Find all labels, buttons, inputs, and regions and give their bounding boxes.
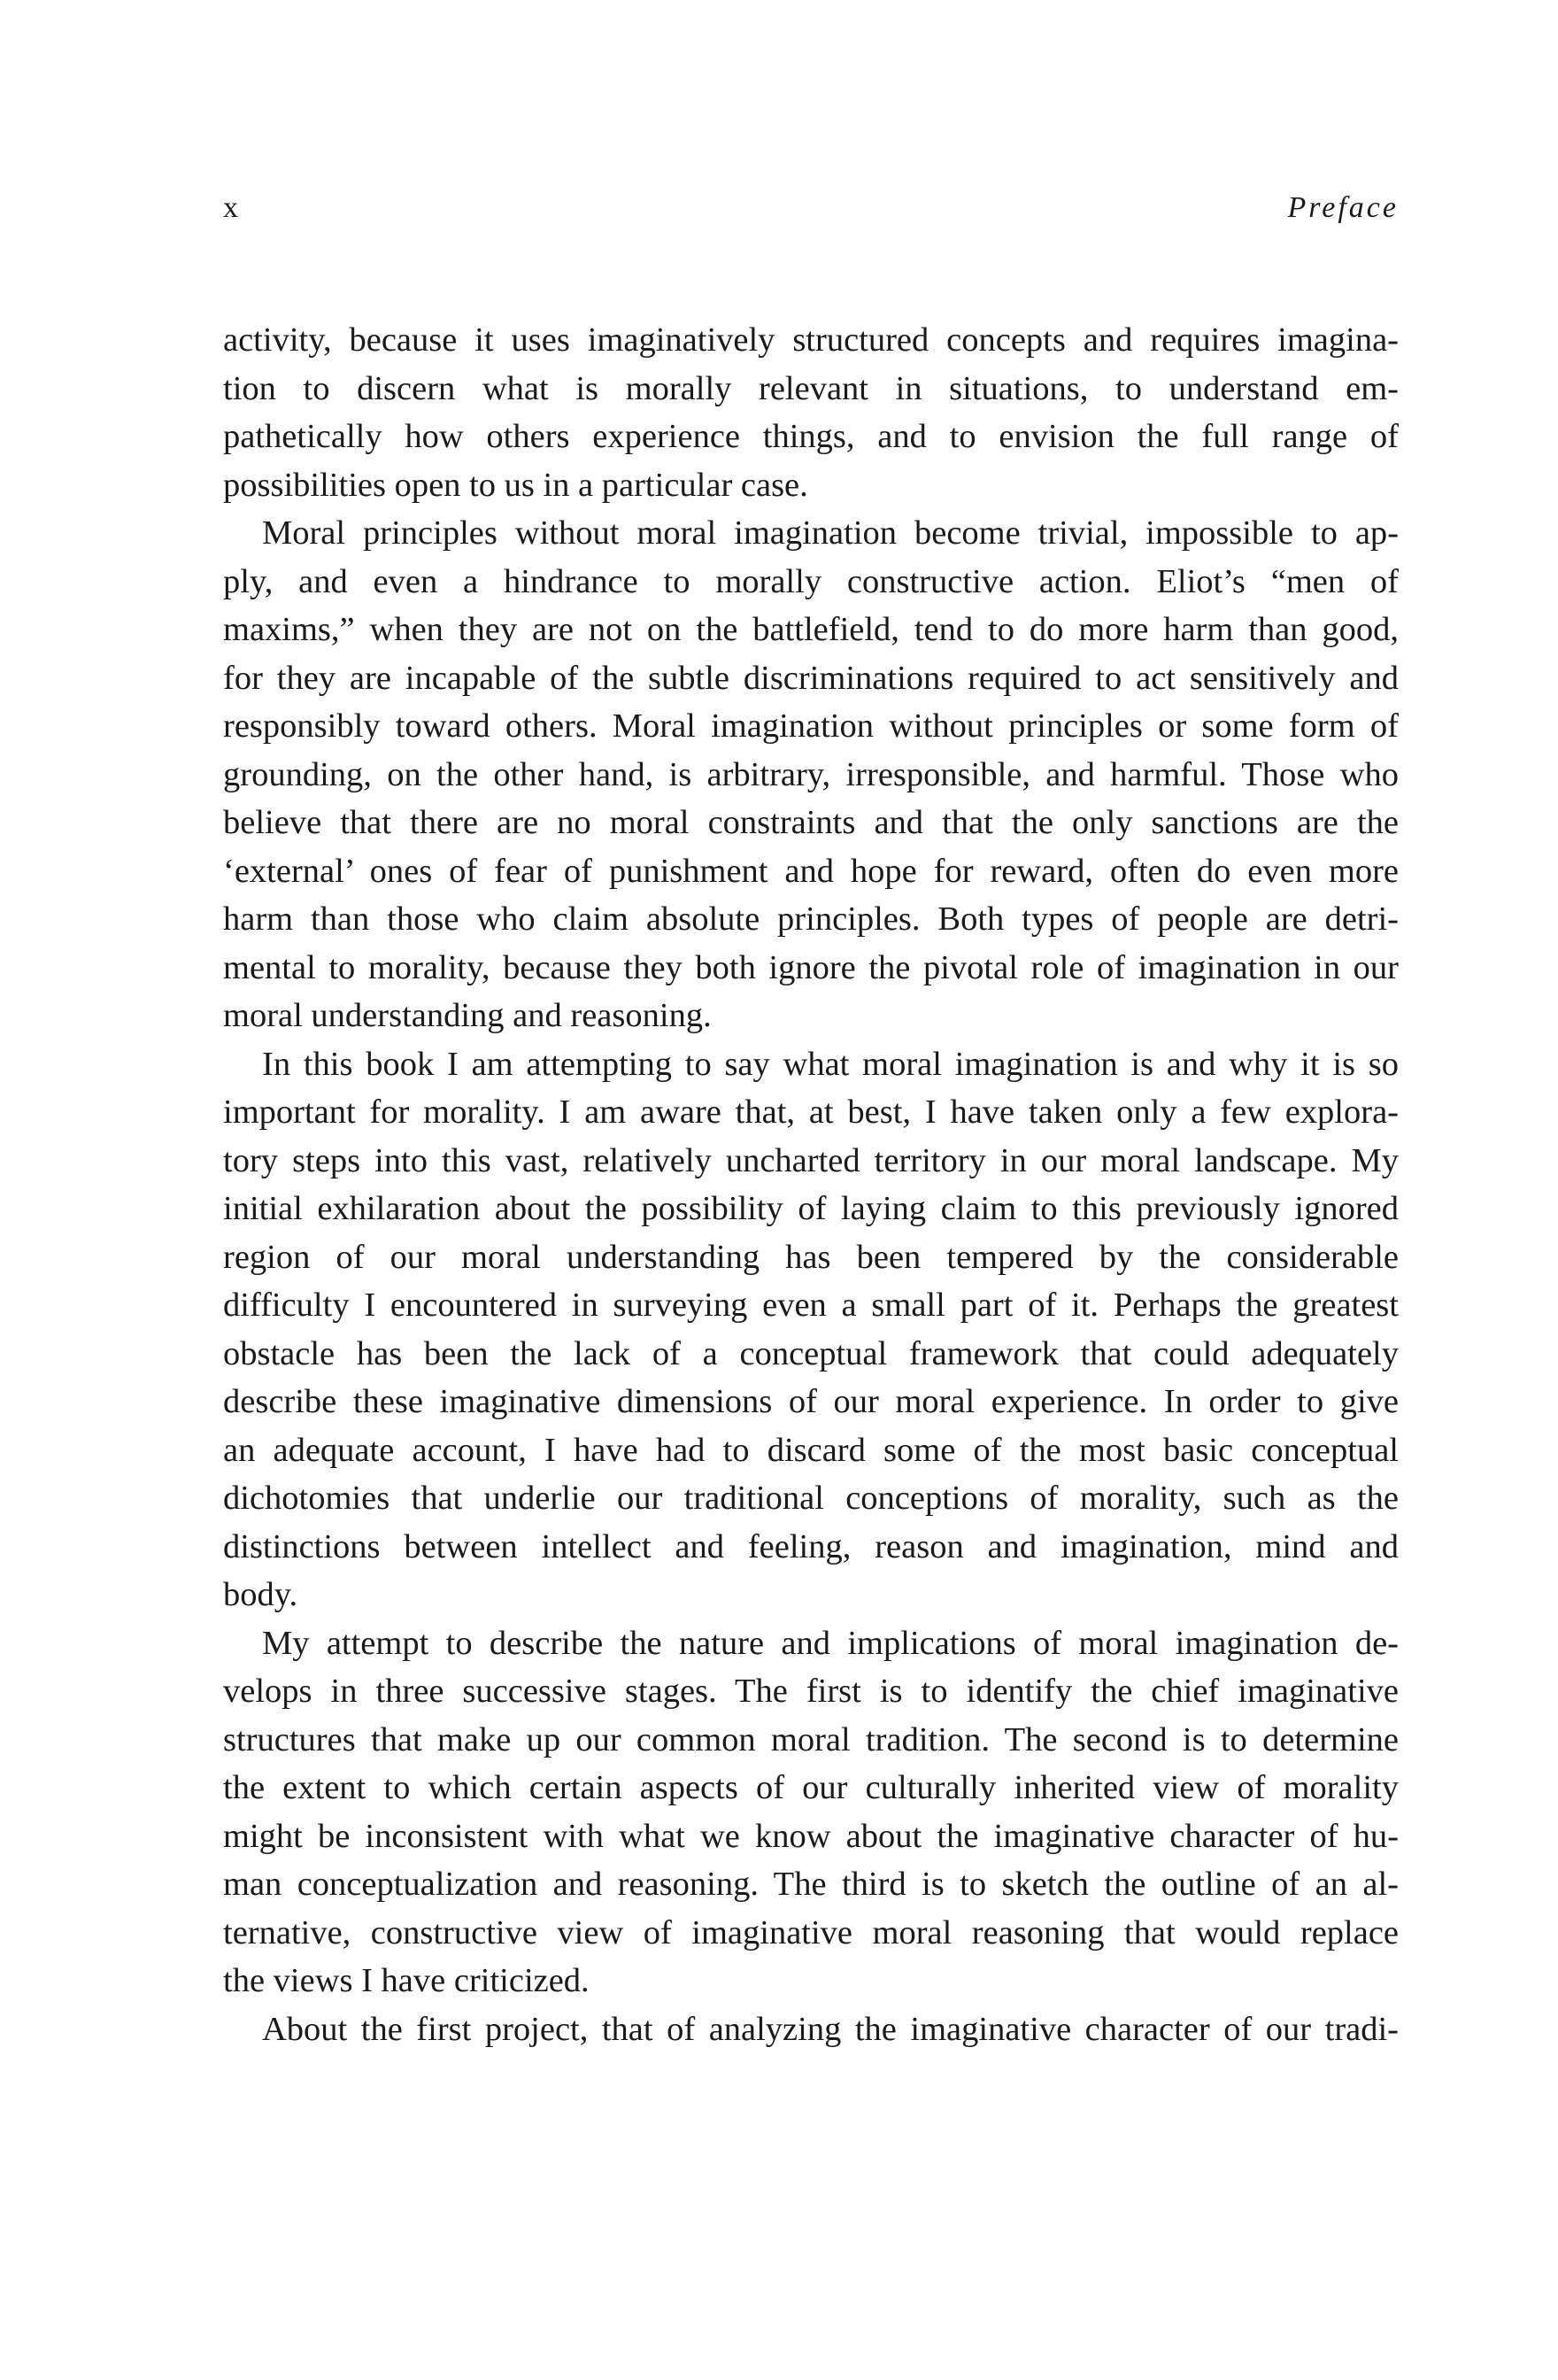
text-line: the extent to which certain aspects of our culturally inherited view of morality xyxy=(223,1769,1399,1806)
body-text xyxy=(223,316,1399,2053)
text-line: mental to morality, because they both ignore the pivotal role of imagination in our xyxy=(223,948,1399,986)
text-line: difficulty I encountered in surveying even a small part of it. Perhaps the greatest xyxy=(223,1287,1399,1324)
text-line: believe that there are no moral constraints and that the only sanctions are the xyxy=(223,804,1399,841)
text-line: describe these imaginative dimensions of our moral experience. In order to give xyxy=(223,1383,1399,1420)
text-line: dichotomies that underlie our traditional conceptions of morality, such as the xyxy=(223,1480,1399,1517)
text-line: tory steps into this vast, relatively uncharted territory in our moral landscape. My xyxy=(223,1141,1399,1179)
text-line: pathetically how others experience things, and to envision the full range of xyxy=(223,418,1399,455)
text-line: grounding, on the other hand, is arbitrary, irresponsible, and harmful. Those who xyxy=(223,755,1399,793)
text-line: harm than those who claim absolute principles. Both types of people are detri- xyxy=(223,900,1399,938)
text-line: In this book I am attempting to say what moral imagination is and why it is so xyxy=(262,1045,1399,1083)
text-line: the views I have criticized. xyxy=(223,1962,590,1999)
text-line: Moral principles without moral imagination become trivial, impossible to ap- xyxy=(262,514,1399,552)
text-line: possibilities open to us in a particular case. xyxy=(223,466,808,504)
text-line: responsibly toward others. Moral imagination without principles or some form of xyxy=(223,707,1399,745)
text-line: ply, and even a hindrance to morally constructive action. Eliot’s “men of xyxy=(223,562,1399,600)
text-line: initial exhilaration about the possibility of laying claim to this previously ignored xyxy=(223,1190,1399,1227)
text-line: ‘external’ ones of fear of punishment and hope for reward, often do even more xyxy=(223,852,1399,890)
text-line: structures that make up our common moral tradition. The second is to determine xyxy=(223,1720,1399,1758)
text-line: activity, because it uses imaginatively structured concepts and requires imagina- xyxy=(223,321,1399,359)
text-line: ternative, constructive view of imaginative moral reasoning that would replace xyxy=(223,1913,1399,1951)
text-line: maxims,” when they are not on the battlefield, tend to do more harm than good, xyxy=(223,611,1399,648)
text-line: About the first project, that of analyzing the imaginative character of our tradi- xyxy=(262,2010,1399,2048)
running-header xyxy=(223,186,1399,230)
text-line: obstacle has been the lack of a conceptual framework that could adequately xyxy=(223,1334,1399,1372)
text-line: region of our moral understanding has been tempered by the considerable xyxy=(223,1238,1399,1276)
text-line: My attempt to describe the nature and implications of moral imagination de- xyxy=(262,1624,1399,1662)
text-line: might be inconsistent with what we know about the imaginative character of hu- xyxy=(223,1817,1399,1855)
text-line: velops in three successive stages. The first is to identify the chief imaginative xyxy=(223,1673,1399,1710)
text-line: an adequate account, I have had to discard some of the most basic conceptual xyxy=(223,1431,1399,1469)
text-line: man conceptualization and reasoning. The third is to sketch the outline of an al- xyxy=(223,1866,1399,1903)
text-line: tion to discern what is morally relevant in situations, to understand em- xyxy=(223,369,1399,407)
text-line: distinctions between intellect and feeling, reason and imagination, mind and xyxy=(223,1527,1399,1565)
text-line: important for morality. I am aware that, at best, I have taken only a few explora- xyxy=(223,1093,1399,1131)
text-line: body. xyxy=(223,1576,298,1613)
text-line: for they are incapable of the subtle discriminations required to act sensitively and xyxy=(223,659,1399,697)
text-line: moral understanding and reasoning. xyxy=(223,997,712,1034)
running-head-title: Preface xyxy=(1287,191,1399,224)
page-number: x xyxy=(223,191,238,224)
